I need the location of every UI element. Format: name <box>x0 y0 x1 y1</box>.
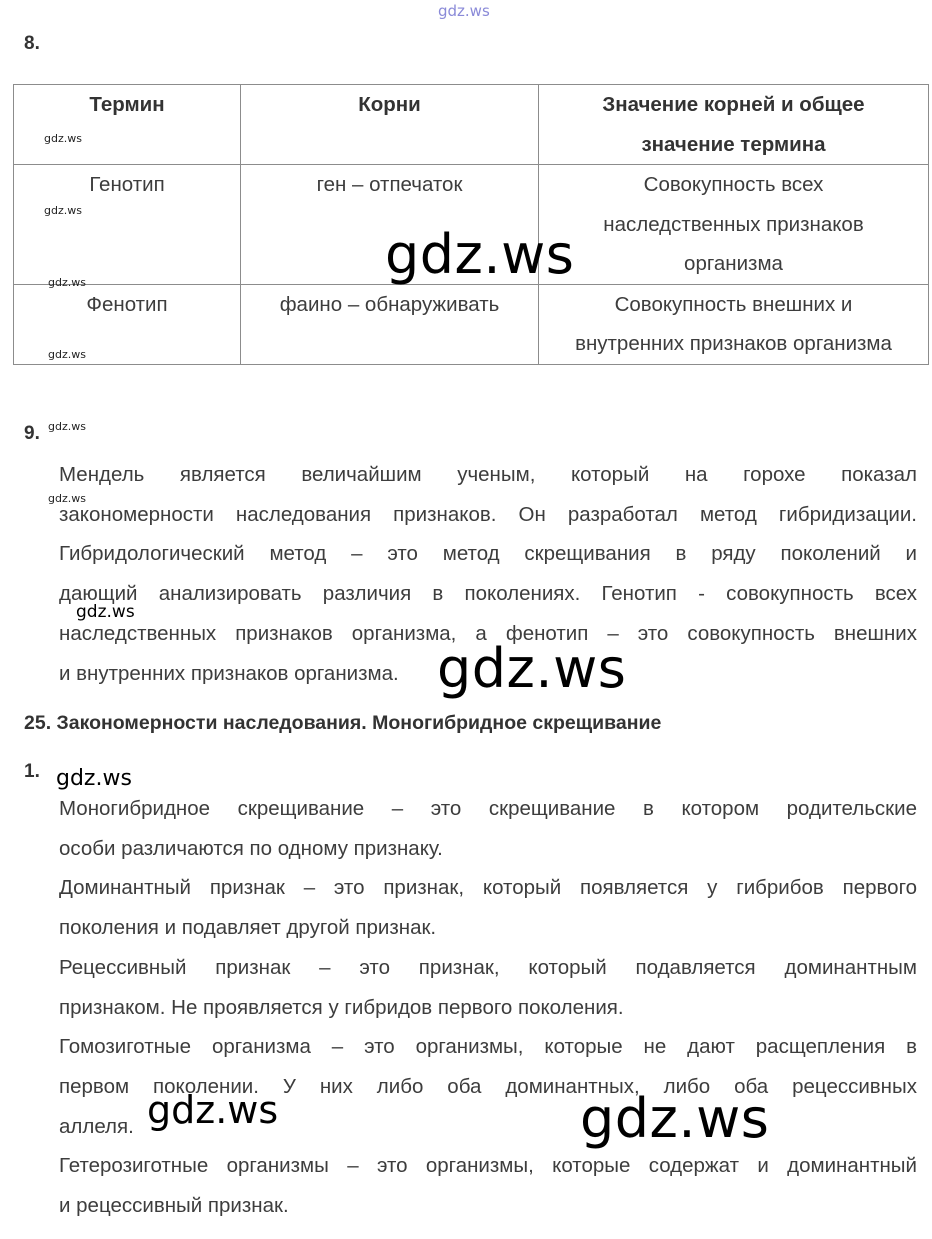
cell-meaning <box>539 165 929 285</box>
paragraph-line: Моногибридное скрещивание – это скрещивание в котором родительские <box>59 797 917 820</box>
cell-meaning-line: Совокупность внешних и <box>614 292 853 316</box>
watermark-small: gdz.ws <box>44 204 82 217</box>
section-heading: 25. Закономерности наследования. Моногибридное скрещивание <box>24 712 662 734</box>
cell-term: Генотип <box>14 165 241 285</box>
paragraph-line: Рецессивный признак – это признак, который подавляется доминантным <box>59 955 917 979</box>
watermark-small: gdz.ws <box>76 602 135 622</box>
paragraph-line: поколения и подавляет другой признак. <box>59 916 437 940</box>
paragraph-line: Гомозиготные организма – это организмы, которые не дают расщепления в <box>59 1035 917 1059</box>
paragraph-line: особи различаются по одному признаку. <box>59 836 443 860</box>
cell-root: фаино – обнаруживать <box>241 284 539 364</box>
header-meaning-line: Значение корней и общее <box>602 93 865 116</box>
watermark-small: gdz.ws <box>48 276 86 289</box>
paragraph-line: Мендель является величайшим ученым, который на горохе показал <box>59 463 917 486</box>
task-number-9: 9. <box>24 423 40 444</box>
paragraph-line: и рецессивный признак. <box>59 1194 289 1218</box>
paragraph-line: Доминантный признак – это признак, который появляется у гибрибов первого <box>59 876 917 900</box>
header-meaning-line: значение термина <box>641 132 826 156</box>
watermark-big: gdz.ws <box>580 1087 770 1150</box>
cell-meaning-line: наследственных признаков <box>603 212 864 236</box>
header-roots: Корни <box>241 85 539 165</box>
paragraph-line: аллеля. <box>59 1114 134 1138</box>
cell-meaning-line: Совокупность всех <box>643 173 824 196</box>
table-row <box>14 284 929 364</box>
cell-meaning-line: внутренних признаков организма <box>575 332 892 355</box>
watermark-small: gdz.ws <box>44 132 82 145</box>
header-term: Термин <box>14 85 241 165</box>
paragraph-line: наследственных признаков организма, а фенотип – это совокупность внешних <box>59 621 917 645</box>
watermark-big: gdz.ws <box>147 1088 279 1132</box>
paragraph-line: дающий анализировать различия в поколениях. Генотип - совокупность всех <box>59 582 917 606</box>
task-number-1: 1. <box>24 761 40 782</box>
cell-root: ген – отпечаток <box>241 165 539 285</box>
section25-paragraph <box>59 789 917 1226</box>
watermark-small: gdz.ws <box>56 766 132 791</box>
header-meaning <box>539 85 929 165</box>
paragraph-line: закономерности наследования признаков. Он разработал метод гибридизации. <box>59 502 917 526</box>
paragraph-line: Гибридологический метод – это метод скрещивания в ряду поколений и <box>59 542 917 566</box>
watermark-small: gdz.ws <box>48 348 86 361</box>
paragraph-line: и внутренних признаков организма. <box>59 661 399 685</box>
table-header-row <box>14 85 929 165</box>
watermark-big: gdz.ws <box>385 223 575 286</box>
paragraph-line: признаком. Не проявляется у гибридов первого поколения. <box>59 995 624 1019</box>
cell-term: Фенотип <box>14 284 241 364</box>
cell-meaning-line: организма <box>684 252 783 275</box>
watermark-big: gdz.ws <box>437 637 627 700</box>
paragraph-line: первом поколении. У них либо оба доминантных, либо оба рецессивных <box>59 1074 917 1098</box>
paragraph-line: Гетерозиготные организмы – это организмы, которые содержат и доминантный <box>59 1154 917 1178</box>
cell-meaning <box>539 284 929 364</box>
watermark-small: gdz.ws <box>48 420 86 433</box>
task-number-8: 8. <box>24 33 40 54</box>
watermark-small: gdz.ws <box>48 492 86 505</box>
watermark-top: gdz.ws <box>438 2 490 20</box>
